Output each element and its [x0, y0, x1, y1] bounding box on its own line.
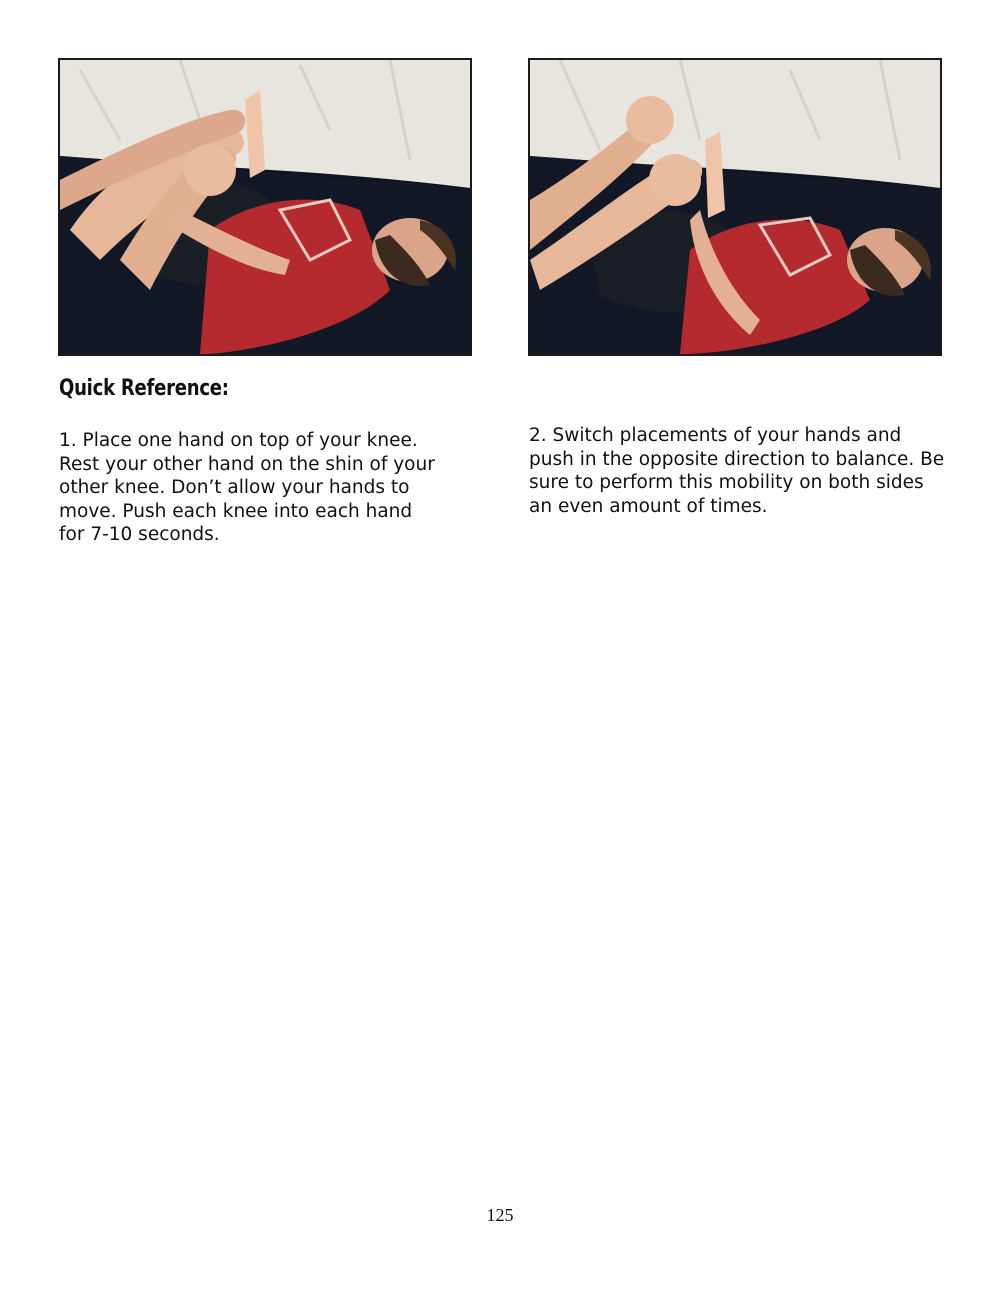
step-2-text: 2. Switch placements of your hands and push in the opposite direction to balance. Be sure to perform this mobility on both sides an even amount of times. — [529, 425, 945, 517]
step-1-text: 1. Place one hand on top of your knee. Rest your other hand on the shin of your other knee. Don’t allow your hands to move. Push each knee into each hand for 7-10 seconds. — [59, 430, 435, 545]
exercise-photo-step-2 — [528, 58, 942, 356]
exercise-photo-step-1 — [58, 58, 472, 356]
exercise-photo-step-1-image — [60, 60, 470, 354]
exercise-photo-step-2-image — [530, 60, 940, 354]
quick-reference-heading: Quick Reference: — [59, 376, 229, 401]
page-number: 125 — [486, 1205, 514, 1225]
